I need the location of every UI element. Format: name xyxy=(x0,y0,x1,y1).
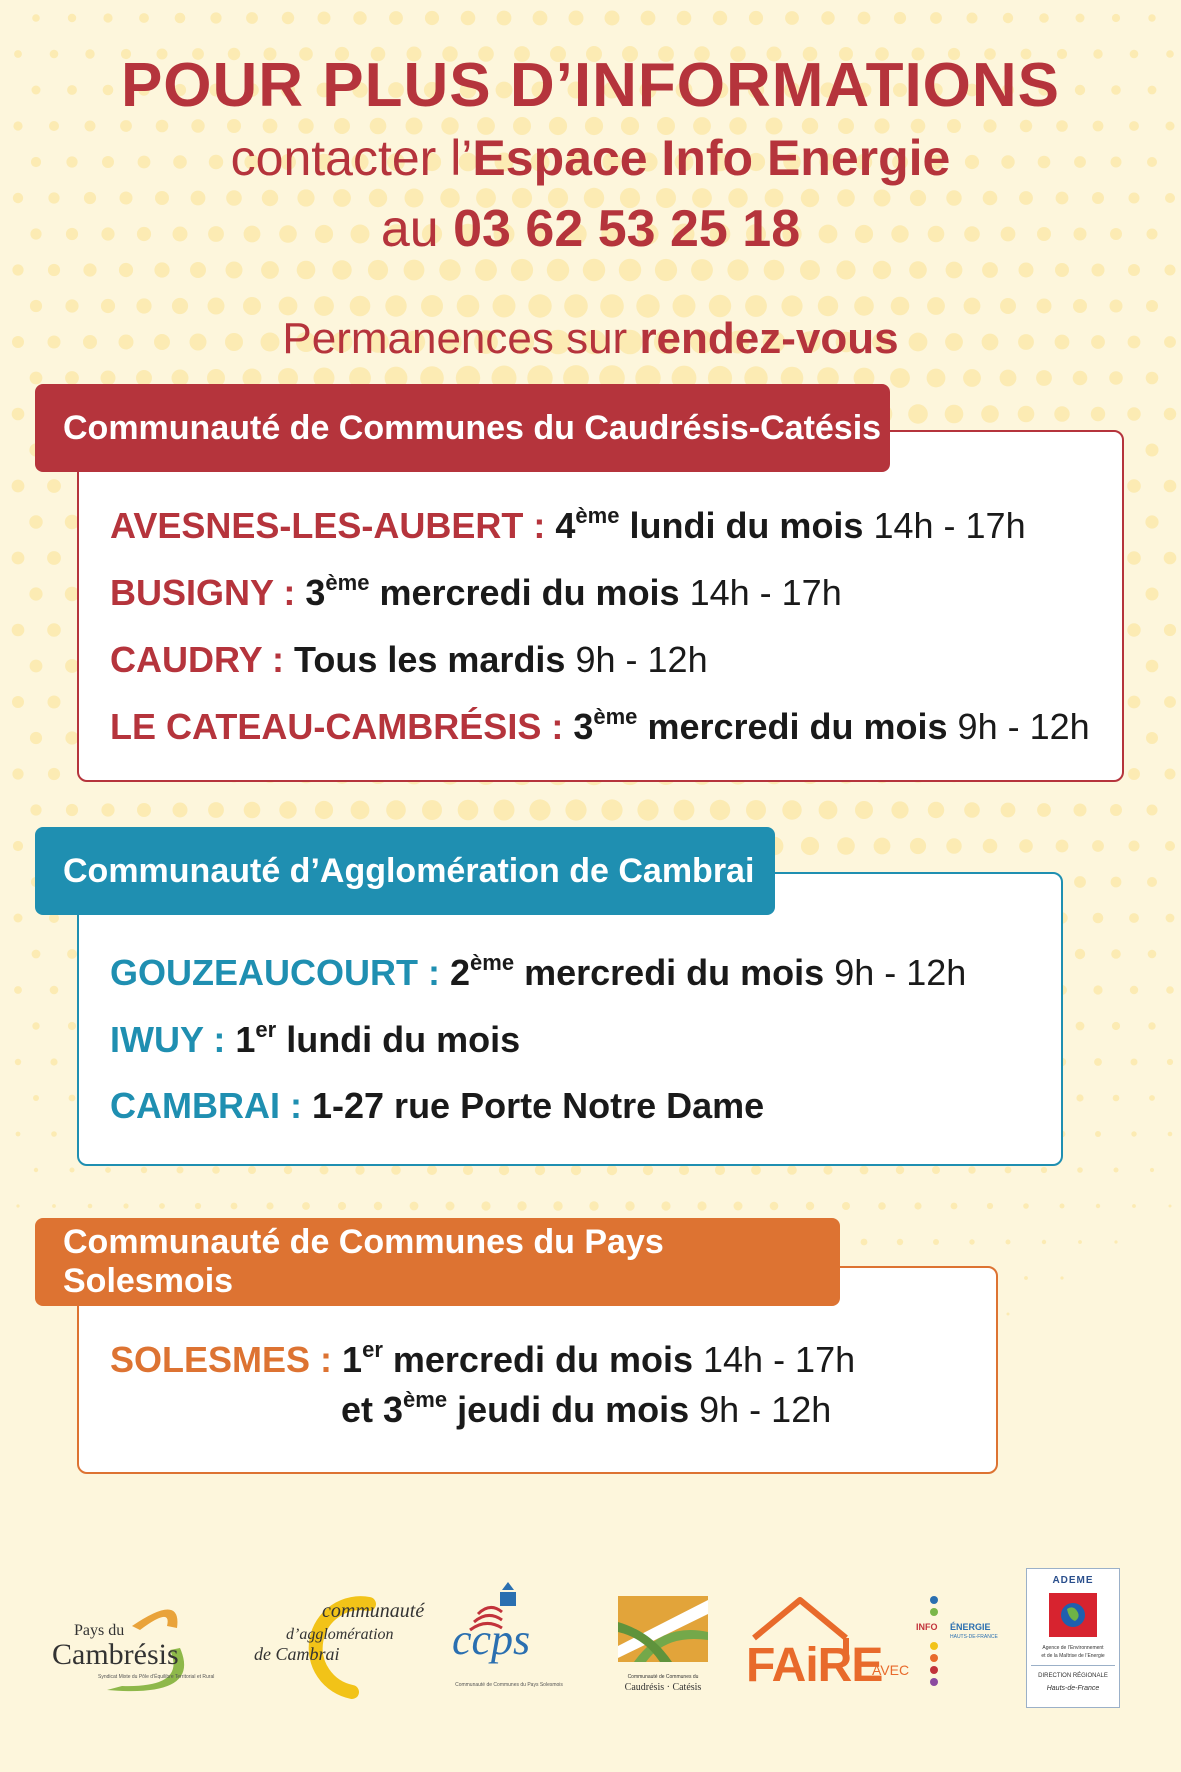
ccps-text: ccps xyxy=(452,1615,531,1664)
city-label: GOUZEAUCOURT : xyxy=(110,952,440,993)
agglo-cambrai-line3: de Cambrai xyxy=(254,1644,340,1664)
cc-caudresis-emblem-icon xyxy=(612,1592,722,1672)
schedule-row-le-cateau: LE CATEAU-CAMBRÉSIS : 3ème mercredi du mois 9h - 12h xyxy=(110,704,1090,747)
pays-cambresis-tagline: Syndicat Mixte du Pôle d’Équilibre Territorial et Rural xyxy=(98,1674,215,1680)
faire-logo xyxy=(744,1590,910,1700)
agglo-cambrai-line2: d’agglomération xyxy=(286,1626,394,1643)
ademe-divider xyxy=(1031,1665,1115,1666)
schedule-row-solesmes-2: et 3ème jeudi du mois 9h - 12h xyxy=(341,1387,832,1430)
info-energie-dots-icon xyxy=(912,1594,942,1694)
ademe-title: ADEME xyxy=(1052,1575,1094,1586)
city-label: SOLESMES : xyxy=(110,1339,333,1380)
city-label: CAUDRY : xyxy=(110,639,285,680)
schedule-row-gouzeaucourt: GOUZEAUCOURT : 2ème mercredi du mois 9h - 12h xyxy=(110,950,967,993)
schedule-row-avesnes: AVESNES-LES-AUBERT : 4ème lundi du mois 14h - 17h xyxy=(110,503,1026,546)
city-label: LE CATEAU-CAMBRÉSIS : xyxy=(110,706,564,747)
contact-name: Espace Info Energie xyxy=(472,130,951,186)
faire-text: FAiRE xyxy=(746,1639,883,1692)
phone-line xyxy=(0,198,1181,260)
ademe-sub3: DIRECTION RÉGIONALE xyxy=(1038,1673,1108,1679)
solesmois-title: Communauté de Communes du Pays Solesmois xyxy=(63,1223,664,1300)
ademe-sub1: Agence de l’Environnement xyxy=(1042,1645,1104,1651)
partner-logos xyxy=(0,1560,1181,1720)
ademe-sub4: Hauts-de-France xyxy=(1046,1685,1100,1692)
main-title: POUR PLUS D’INFORMATIONS xyxy=(120,51,1061,120)
ccps-logo xyxy=(444,1582,574,1702)
contact-prefix: contacter l’ xyxy=(230,130,473,186)
pays-cambresis-logo xyxy=(52,1598,232,1698)
agglo-cambrai-line1: communauté xyxy=(322,1600,425,1622)
cambrai-title: Communauté d’Agglomération de Cambrai xyxy=(63,851,755,890)
info-energie-logo xyxy=(912,1594,1012,1694)
schedule-row-caudry: CAUDRY : Tous les mardis 9h - 12h xyxy=(110,639,708,680)
caudresis-title: Communauté de Communes du Caudrésis-Catésis xyxy=(63,408,882,447)
caudresis-title-tab xyxy=(35,384,890,472)
cc-caudresis-logo xyxy=(608,1592,718,1702)
faire-avec: AVEC xyxy=(872,1662,910,1678)
perm-prefix: Permanences sur xyxy=(282,314,640,363)
perm-bold: rendez-vous xyxy=(639,314,899,363)
ademe-sub2: et de la Maîtrise de l’Energie xyxy=(1041,1653,1105,1659)
pays-cambresis-line2: Cambrésis xyxy=(52,1638,179,1671)
ademe-logo xyxy=(1026,1568,1120,1708)
city-label: CAMBRAI : xyxy=(110,1085,302,1126)
phone-number[interactable]: 03 62 53 25 18 xyxy=(453,200,801,258)
cc-caudresis-line2: Caudrésis · Catésis xyxy=(624,1682,702,1693)
schedule-row-cambrai: CAMBRAI : 1-27 rue Porte Notre Dame xyxy=(110,1085,765,1126)
info-energie-line2: ÉNERGIE xyxy=(950,1622,991,1632)
city-label: AVESNES-LES-AUBERT : xyxy=(110,505,546,546)
phone-prefix: au xyxy=(380,200,454,258)
city-label: BUSIGNY : xyxy=(110,572,296,613)
schedule-row-iwuy: IWUY : 1er lundi du mois xyxy=(110,1017,521,1060)
ccps-sub: Communauté de Communes du Pays Solesmois xyxy=(455,1682,563,1688)
ademe-globe-icon xyxy=(1027,1589,1119,1641)
schedule-row-solesmes: SOLESMES : 1er mercredi du mois 14h - 17h xyxy=(110,1337,856,1380)
cc-caudresis-line1: Communauté de Communes du xyxy=(627,1674,699,1680)
agglo-cambrai-logo xyxy=(254,1590,454,1700)
contact-line xyxy=(0,128,1181,188)
pays-cambresis-line1: Pays du xyxy=(74,1622,125,1639)
info-energie-line3: HAUTS-DE-FRANCE xyxy=(950,1634,998,1640)
cambrai-title-tab xyxy=(35,827,775,915)
schedule-row-busigny: BUSIGNY : 3ème mercredi du mois 14h - 17h xyxy=(110,570,842,613)
city-label: IWUY : xyxy=(110,1019,226,1060)
solesmois-title-tab xyxy=(35,1218,840,1306)
permanences-line xyxy=(0,312,1181,366)
info-energie-line1: INFO xyxy=(916,1622,938,1632)
